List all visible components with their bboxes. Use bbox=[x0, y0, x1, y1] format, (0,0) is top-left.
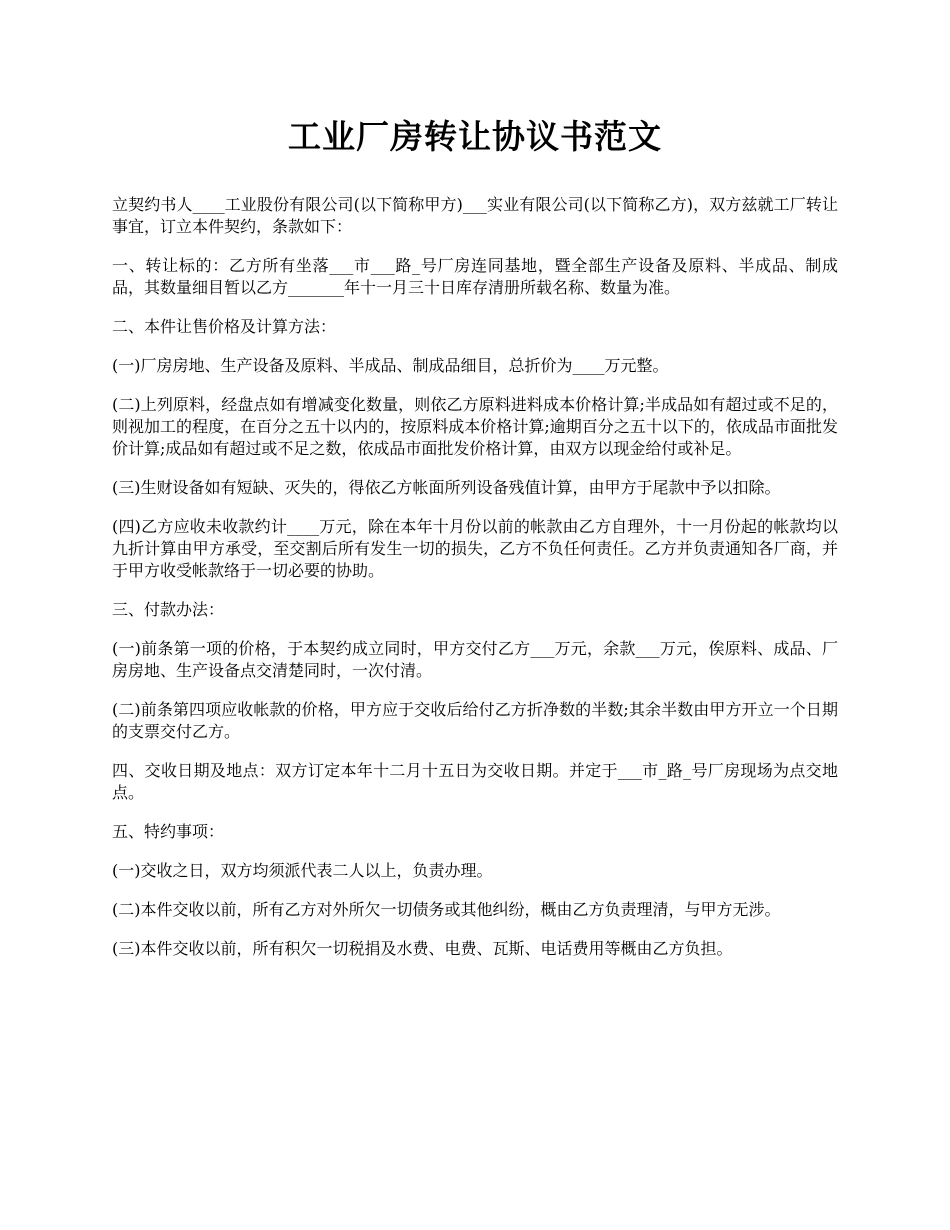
paragraph-section-2-item-2: (二)上列原料，经盘点如有增减变化数量，则依乙方原料进料成本价格计算;半成品如有超过或不足的，则视加工的程度，在百分之五十以内的，按原料成本价格计算;逾期百分之五十以下的，依成品市面批发价计算;成品如有超过或不足之数，依成品市面批发价格计算，由双方以现金给付或补足。 bbox=[112, 395, 838, 458]
paragraph-section-3-heading: 三、付款办法： bbox=[112, 600, 225, 619]
paragraph-section-5-heading: 五、特约事项： bbox=[112, 822, 225, 841]
paragraph-section-2-item-3: (三)生财设备如有短缺、灭失的，得依乙方帐面所列设备残值计算，由甲方于尾款中予以扣除。 bbox=[112, 478, 781, 497]
paragraph-section-2-item-1: (一)厂房房地、生产设备及原料、半成品、制成品细目，总折价为____万元整。 bbox=[112, 356, 669, 375]
paragraph-section-1: 一、转让标的：乙方所有坐落___市___路_号厂房连同基地，暨全部生产设备及原料、半成品、制成品，其数量细目暂以乙方_______年十一月三十日库存清册所载名称、数量为准。 bbox=[112, 256, 838, 297]
paragraph-section-5-item-3: (三)本件交收以前，所有积欠一切税捐及水费、电费、瓦斯、电话费用等概由乙方负担。 bbox=[112, 939, 733, 958]
paragraph-section-2-item-4: (四)乙方应收未收款约计____万元，除在本年十月份以前的帐款由乙方自理外，十一月份起的帐款均以九折计算由甲方承受，至交割后所有发生一切的损失，乙方不负任何责任。乙方并负责通知各厂商，并于甲方收受帐款络于一切必要的协助。 bbox=[112, 517, 838, 580]
document-title: 工业厂房转让协议书范文 bbox=[288, 117, 662, 156]
paragraph-section-5-item-1: (一)交收之日，双方均须派代表二人以上，负责办理。 bbox=[112, 861, 493, 880]
paragraph-section-3-item-2: (二)前条第四项应收帐款的价格，甲方应于交收后给付乙方折净数的半数;其余半数由甲方开立一个日期的支票交付乙方。 bbox=[112, 700, 838, 741]
paragraph-section-3-item-1: (一)前条第一项的价格，于本契约成立同时，甲方交付乙方___万元，余款___万元，俟原料、成品、厂房房地、生产设备点交清楚同时，一次付清。 bbox=[112, 639, 838, 680]
paragraph-preamble: 立契约书人____工业股份有限公司(以下简称甲方)___实业有限公司(以下简称乙方)，双方兹就工厂转让事宜，订立本件契约，条款如下： bbox=[112, 195, 838, 236]
paragraph-section-4: 四、交收日期及地点：双方订定本年十二月十五日为交收日期。并定于___市_路_号厂房现场为点交地点。 bbox=[112, 761, 838, 802]
paragraph-section-2-heading: 二、本件让售价格及计算方法： bbox=[112, 317, 337, 336]
paragraph-section-5-item-2: (二)本件交收以前，所有乙方对外所欠一切债务或其他纠纷，概由乙方负责理清，与甲方无涉。 bbox=[112, 900, 781, 919]
